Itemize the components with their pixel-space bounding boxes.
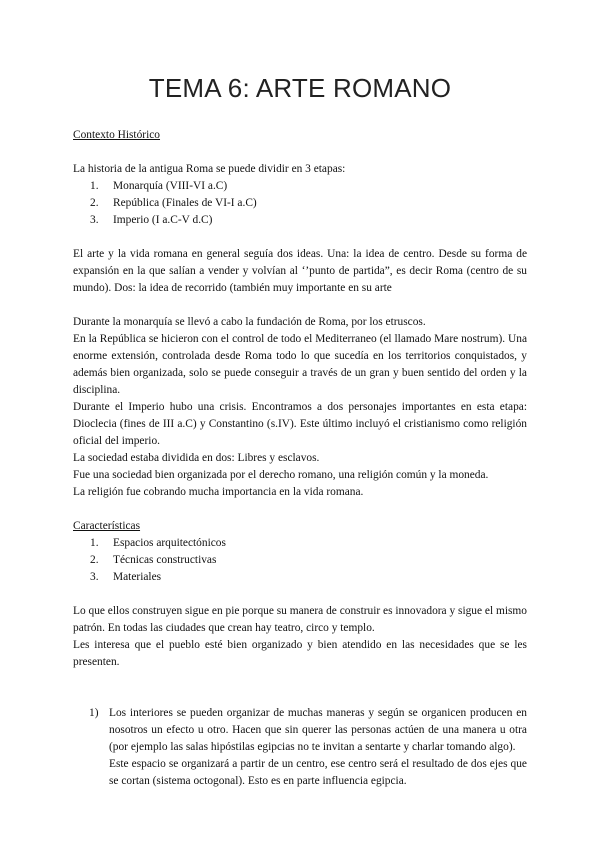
paragraph-sociedad: La sociedad estaba dividida en dos: Libres y esclavos. (73, 452, 320, 464)
paragraph-religion: La religión fue cobrando mucha importancia en la vida romana. (73, 486, 364, 498)
stages-list (73, 178, 527, 229)
numbered-point: 1) Los interiores se pueden organizar de muchas maneras y según se organicen producen en nosotros un efecto u otro. Hacen que sin querer las personas actúen de una manera u otra (por ejemplo las salas hipóstilas egipcias no te invitan a sentarte y charlar tomando algo). Este espacio se organizará a partir de un centro, ese centro será el resultado de dos ejes que se cortan (sistema octogonal). Esto es en parte influencia egipcia. (73, 705, 527, 790)
paragraph-construyen: Lo que ellos construyen sigue en pie porque su manera de construir es innovadora y sigue el mismo patrón. En todas las ciudades que crean hay teatro, circo y templo. (73, 605, 527, 634)
paragraph-intro: La historia de la antigua Roma se puede dividir en 3 etapas: (73, 163, 346, 175)
list-item: 3. Materiales (90, 571, 162, 583)
document-body (73, 127, 527, 790)
characteristics-list (73, 535, 527, 586)
paragraph-imperio: Durante el Imperio hubo una crisis. Encontramos a dos personajes importantes en esta etapa: Dioclecia (fines de III a.C) y Constantino (s.IV). Este último incluyó el cristianismo como religión oficial del imperio. (73, 401, 527, 447)
section-heading-caracteristicas: Características (73, 520, 141, 532)
section-heading-contexto: Contexto Histórico (73, 129, 161, 141)
list-item: 1. Espacios arquitectónicos (90, 537, 226, 549)
list-item: 2. Técnicas constructivas (90, 554, 217, 566)
list-item: 3. Imperio (I a.C-V d.C) (90, 214, 213, 226)
point-text-a: Los interiores se pueden organizar de muchas maneras y según se organicen producen en nosotros un efecto u otro. Hacen que sin querer las personas actúen de una manera u otra (por ejemplo las salas hipóstilas egipcias no te invitan a sentarte y charlar tomando algo). (109, 707, 527, 753)
paragraph-organizada: Fue una sociedad bien organizada por el derecho romano, una religión común y la moneda. (73, 469, 489, 481)
paragraph-monarquia: Durante la monarquía se llevó a cabo la fundación de Roma, por los etruscos. (73, 316, 426, 328)
paragraph-interesa: Les interesa que el pueblo esté bien organizado y bien atendido en las necesidades que se les presenten. (73, 639, 527, 668)
paragraph-republica: En la República se hicieron con el control de todo el Mediterraneo (el llamado Mare nostrum). Una enorme extensión, controlada desde Roma todo lo que sucedía en los territorios conquistados, y además bien organizada, solo se puede conseguir a través de un gran y buen sentido del orden y la disciplina. (73, 333, 527, 396)
list-item: 1. Monarquía (VIII-VI a.C) (90, 180, 228, 192)
list-item: 2. República (Finales de VI-I a.C) (90, 197, 257, 209)
paragraph-ideas: El arte y la vida romana en general seguía dos ideas. Una: la idea de centro. Desde su forma de expansión en la que salían a vender y volvían al ‘’punto de partida”, es decir Roma (centro de su mundo). Dos: la idea de recorrido (también muy importante en su arte (73, 248, 527, 294)
page-title: TEMA 6: ARTE ROMANO (148, 73, 452, 103)
point-text-b: Este espacio se organizará a partir de un centro, ese centro será el resultado de dos ejes que se cortan (sistema octogonal). Esto es en parte influencia egipcia. (109, 758, 527, 787)
